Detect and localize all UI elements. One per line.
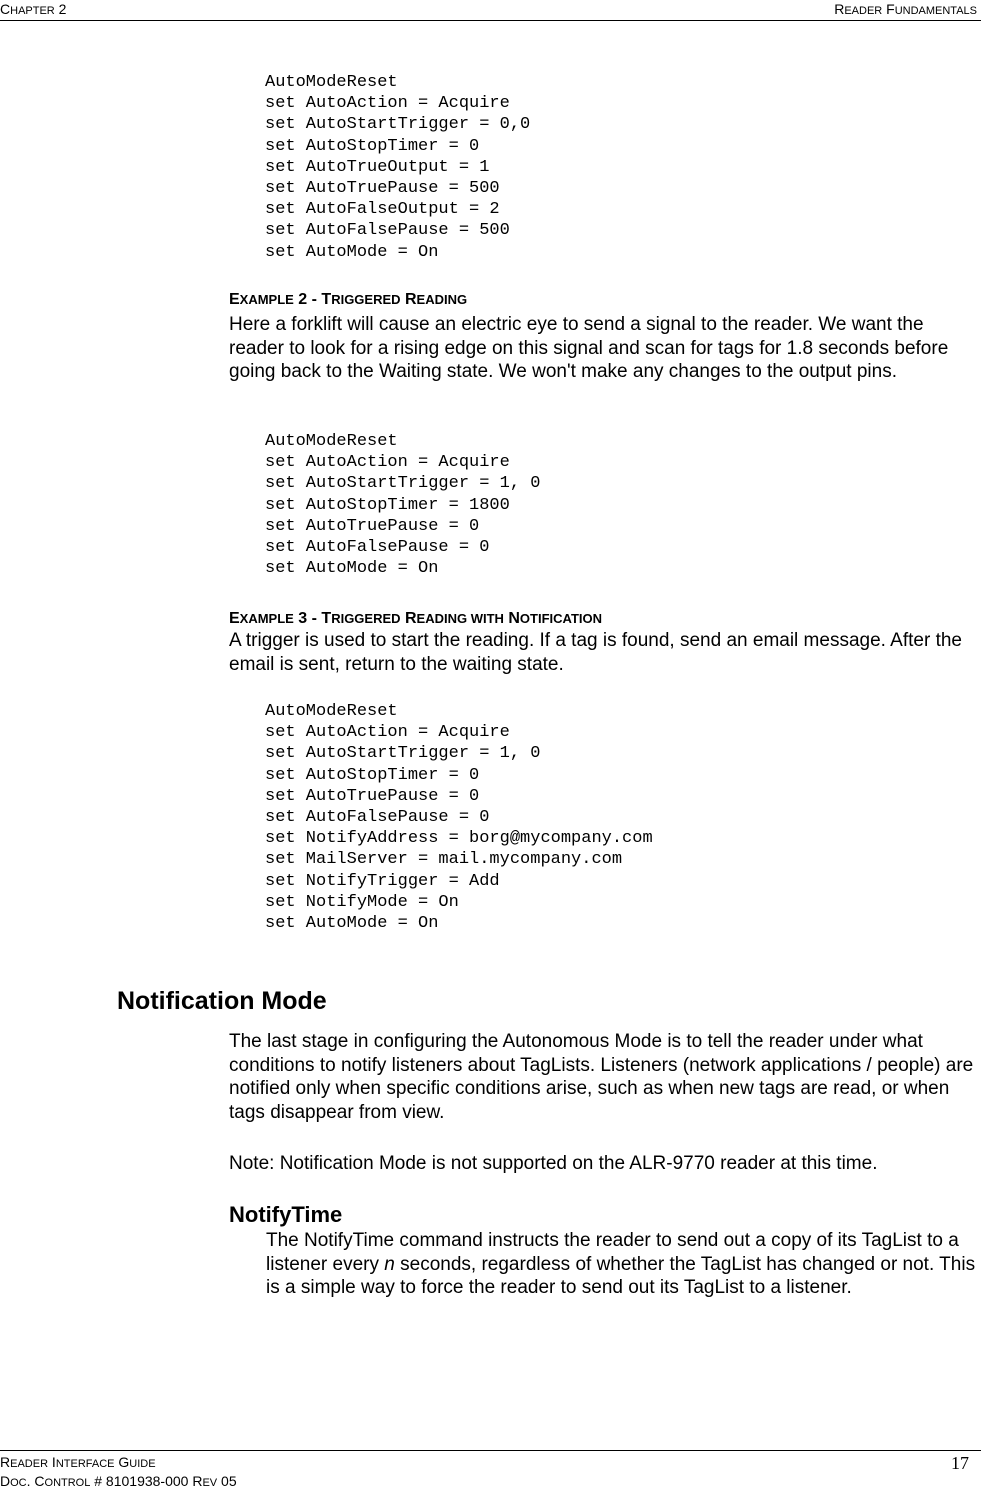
notifytime-description: The NotifyTime command instructs the reader to send out a copy of its TagList to a listener every n seconds, regardless of whether the TagList has changed or not. This is a simple way to force the reader to send out its TagList to a listener. xyxy=(266,1230,976,1299)
subsection-heading: NotifyTime xyxy=(229,1202,343,1227)
running-header-chapter: CHAPTER 2 xyxy=(0,1,67,17)
example-2-title: EXAMPLE 2 - TRIGGERED READING xyxy=(229,291,468,308)
notification-paragraph: The last stage in configuring the Autonomous Mode is to tell the reader under what conditions to notify listeners about TagLists. Listeners (network applications / people) are notified only when specific conditions arise, such as when new tags are read, or when tags disappear from view. xyxy=(229,1031,974,1123)
example-2-description: Here a forklift will cause an electric eye to send a signal to the reader. We want the reader to look for a rising edge on this signal and scan for tags for 1.8 seconds before going back to the Waiting state. We won't make any changes to the output pins. xyxy=(229,314,949,383)
page-number: 17 xyxy=(951,1453,969,1473)
code-block-example-2: AutoModeReset set AutoAction = Acquire set AutoStartTrigger = 1, 0 set AutoStopTimer = 1800 set AutoTruePause = 0 set AutoFalsePause = 0 set AutoMode = On xyxy=(265,432,541,579)
footer-document-title: READER INTERFACE GUIDE xyxy=(0,1454,156,1470)
example-3-description: A trigger is used to start the reading. If a tag is found, send an email message. After the email is sent, return to the waiting state. xyxy=(229,630,962,675)
code-block-example-3: AutoModeReset set AutoAction = Acquire set AutoStartTrigger = 1, 0 set AutoStopTimer = 0 set AutoTruePause = 0 set AutoFalsePause = 0 set NotifyAddress = borg@mycompany.com set MailServer = mail.mycompany.com set NotifyTrigger = Add set NotifyMode = On set AutoMode = On xyxy=(265,702,653,934)
header-rule xyxy=(0,20,981,21)
example-3-title: EXAMPLE 3 - TRIGGERED READING WITH NOTIFICATION xyxy=(229,610,603,627)
footer-document-control: DOC. CONTROL # 8101938-000 REV 05 xyxy=(0,1473,237,1489)
footer-rule xyxy=(0,1450,981,1451)
notification-note: Note: Notification Mode is not supported on the ALR-9770 reader at this time. xyxy=(229,1153,878,1174)
code-block-example-1: AutoModeReset set AutoAction = Acquire set AutoStartTrigger = 0,0 set AutoStopTimer = 0 set AutoTrueOutput = 1 set AutoTruePause = 500 set AutoFalseOutput = 2 set AutoFalsePause = 500 set AutoMode = On xyxy=(265,73,531,262)
running-header-section: READER FUNDAMENTALS xyxy=(834,1,977,17)
section-heading: Notification Mode xyxy=(117,987,327,1015)
